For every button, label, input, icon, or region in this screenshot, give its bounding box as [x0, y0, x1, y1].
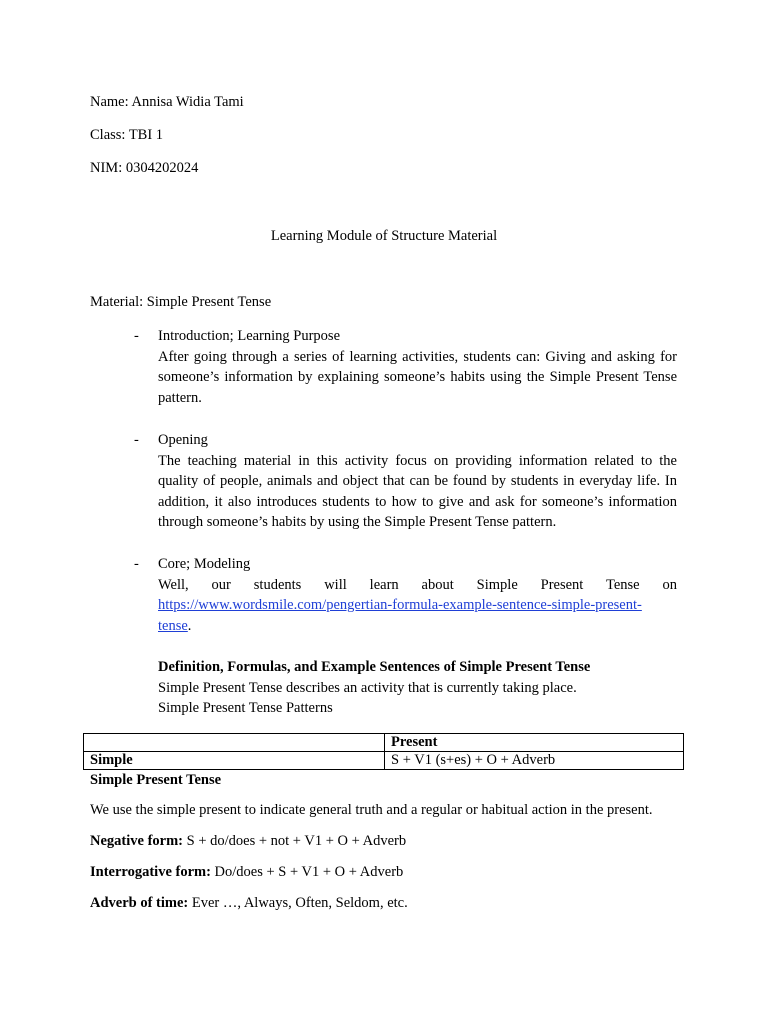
- section-opening: [158, 430, 677, 533]
- section-body: The teaching material in this activity focus on providing information related to the quality of people, animals and object that can be found by students in everyday life. In addition, it also introduces students to how to give and ask for someone’s information through someone’s habits by using the Simple Present Tense pattern.: [158, 452, 677, 531]
- adverb-of-time: Adverb of time: Ever …, Always, Often, Seldom, etc.: [90, 895, 408, 911]
- student-nim: NIM: 0304202024: [90, 160, 199, 176]
- section-body: After going through a series of learning activities, students can: Giving and asking for someone’s information by explaining someone’s habits using the Simple Present Tense pattern.: [158, 348, 677, 406]
- definition-text: Simple Present Tense describes an activity that is currently taking place.: [158, 679, 577, 696]
- student-class: Class: TBI 1: [90, 127, 164, 143]
- wordsmile-link-continued[interactable]: tense: [158, 617, 188, 634]
- patterns-label: Simple Present Tense Patterns: [158, 700, 333, 717]
- interrogative-form: Interrogative form: Do/does + S + V1 + O + Adverb: [90, 864, 404, 880]
- document-title: Learning Module of Structure Material: [270, 228, 498, 244]
- section-core: [158, 554, 677, 719]
- table-row: [84, 734, 684, 752]
- simple-present-heading: Simple Present Tense: [90, 772, 222, 788]
- bullet-dash: -: [134, 556, 139, 572]
- negative-form: Negative form: S + do/does + not + V1 + O + Adverb: [90, 833, 407, 849]
- section-introduction: [158, 326, 677, 408]
- table-row: [84, 752, 684, 770]
- table-header-present: Present: [385, 734, 684, 752]
- usage-text: We use the simple present to indicate general truth and a regular or habitual action in the present.: [90, 802, 653, 818]
- material-label: Material: Simple Present Tense: [90, 294, 272, 310]
- table-cell-simple: Simple: [84, 752, 385, 770]
- bullet-dash: -: [134, 432, 139, 448]
- section-heading: Core; Modeling: [158, 556, 251, 572]
- bullet-dash: -: [134, 328, 139, 344]
- tense-table: [83, 733, 684, 770]
- student-name: Name: Annisa Widia Tami: [90, 94, 244, 110]
- table-cell-formula: S + V1 (s+es) + O + Adverb: [385, 752, 684, 770]
- definition-heading: Definition, Formulas, and Example Sentences of Simple Present Tense: [158, 658, 591, 675]
- section-heading: Introduction; Learning Purpose: [158, 328, 341, 344]
- wordsmile-link[interactable]: https://www.wordsmile.com/pengertian-formula-example-sentence-simple-present-: [158, 597, 642, 614]
- section-heading: Opening: [158, 432, 208, 448]
- link-period: .: [187, 617, 192, 634]
- section-body: Well, our students will learn about Simple Present Tense on: [158, 576, 677, 593]
- table-cell: [84, 734, 385, 752]
